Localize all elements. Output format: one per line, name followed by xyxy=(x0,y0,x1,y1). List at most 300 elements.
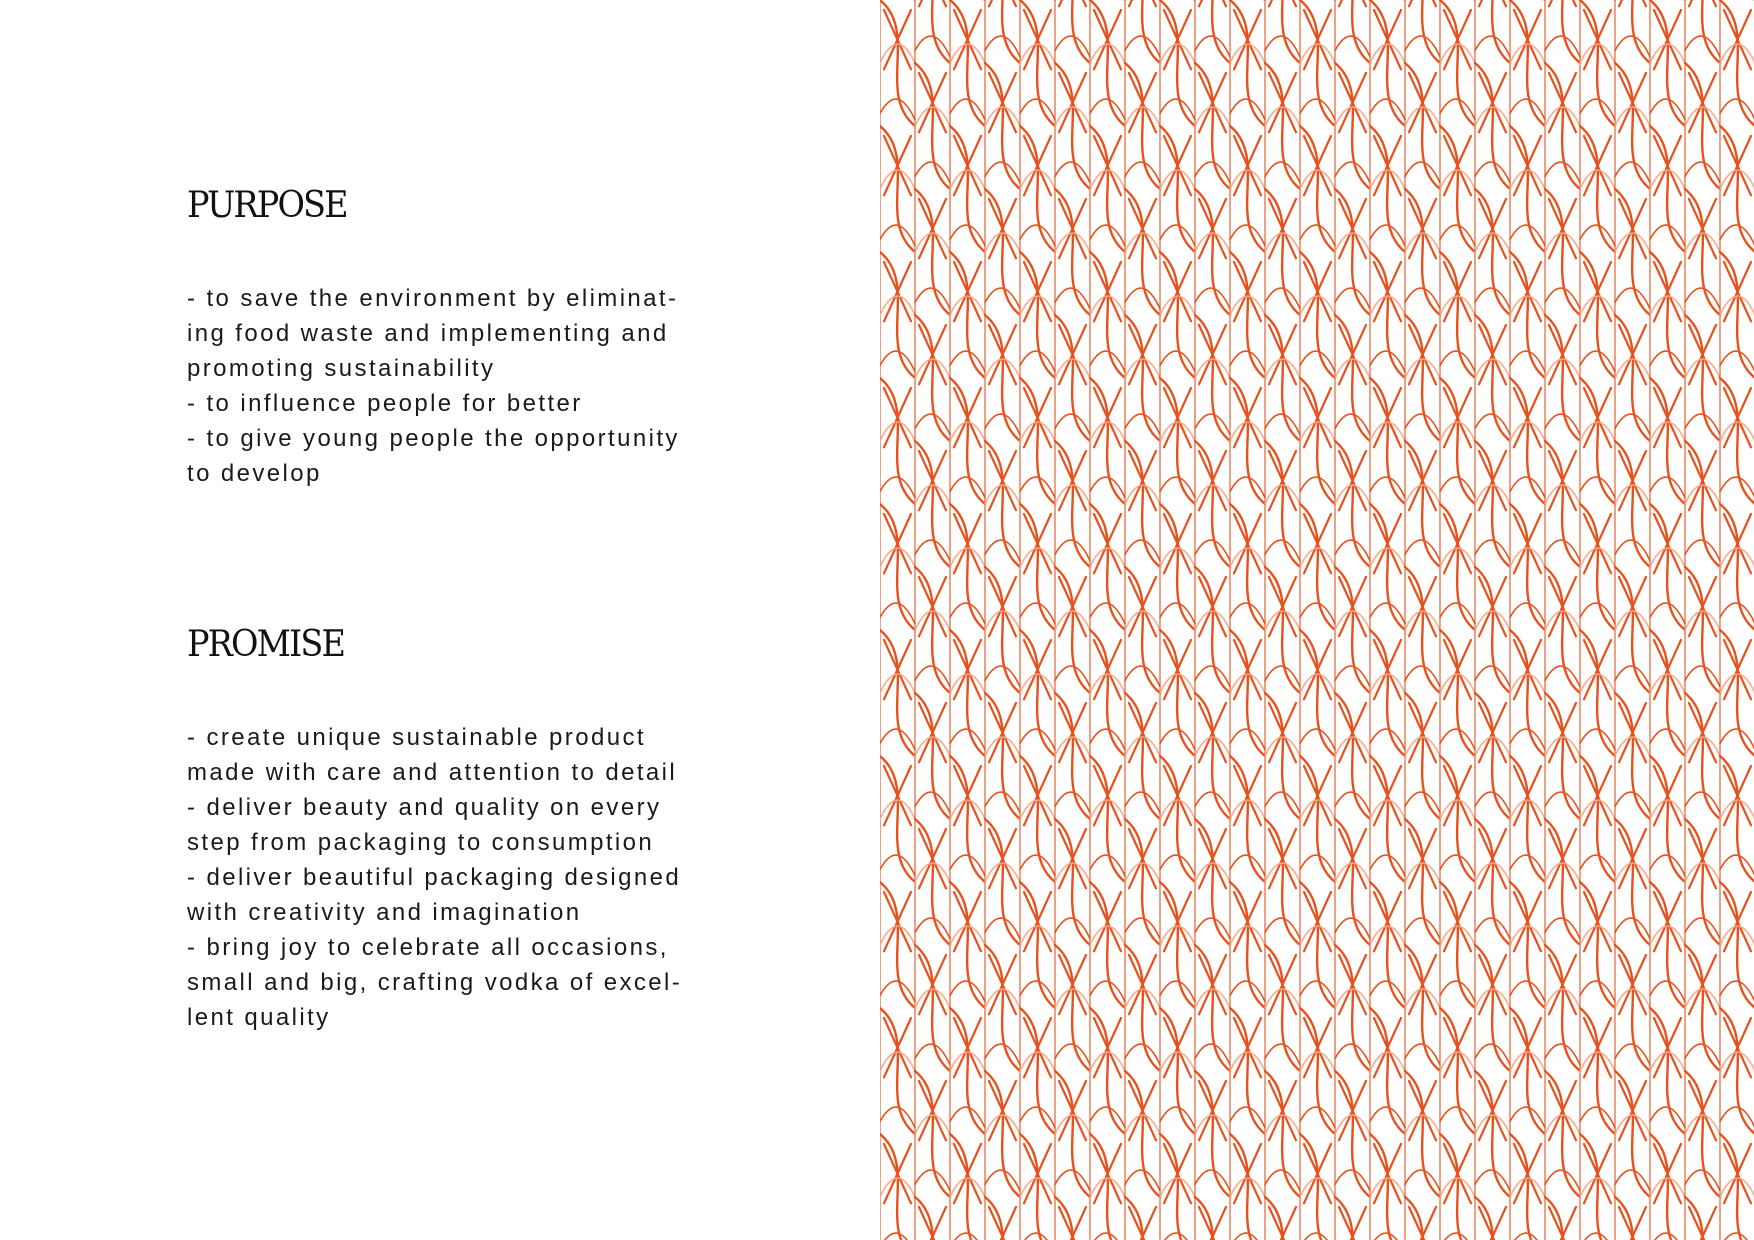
pattern-stroke xyxy=(1475,666,1510,687)
pattern-stroke xyxy=(915,414,950,435)
purpose-heading: PURPOSE xyxy=(187,185,347,226)
pattern-stroke xyxy=(1615,315,1650,441)
pattern-stroke xyxy=(1335,1197,1370,1240)
pattern-stroke xyxy=(1650,1233,1685,1240)
pattern-stroke xyxy=(1020,1107,1055,1128)
pattern-stroke xyxy=(1335,315,1370,441)
pattern-stroke xyxy=(1510,99,1545,120)
pattern-stroke xyxy=(1405,1197,1440,1240)
pattern-stroke xyxy=(1510,756,1545,882)
pattern-stroke xyxy=(1125,567,1160,693)
pattern-stroke xyxy=(1615,819,1650,945)
pattern-stroke xyxy=(1335,1044,1370,1065)
pattern-stroke xyxy=(1125,0,1160,63)
pattern-stroke xyxy=(1615,945,1650,1071)
pattern-stroke xyxy=(1195,288,1230,309)
pattern-stroke xyxy=(1409,1207,1436,1240)
pattern-stroke xyxy=(1510,252,1545,378)
pattern-stroke xyxy=(1685,0,1720,63)
pattern-stroke xyxy=(950,1107,985,1128)
pattern-stroke xyxy=(1160,855,1195,876)
pattern-stroke xyxy=(1125,162,1160,183)
pattern-stroke xyxy=(915,288,950,309)
pattern-stroke xyxy=(1650,729,1685,750)
pattern-stroke xyxy=(1370,126,1405,252)
pattern-stroke xyxy=(1440,1233,1475,1240)
pattern-stroke xyxy=(1440,630,1475,756)
pattern-stroke xyxy=(1580,0,1615,126)
pattern-stroke xyxy=(1405,540,1440,561)
pattern-stroke xyxy=(1195,1197,1230,1240)
pattern-stroke xyxy=(1685,1044,1720,1065)
pattern-stroke xyxy=(1300,126,1335,252)
pattern-stroke xyxy=(915,0,950,63)
pattern-stroke xyxy=(985,414,1020,435)
pattern-stroke xyxy=(1650,378,1685,504)
pattern-stroke xyxy=(1160,756,1195,882)
pattern-stroke xyxy=(1650,0,1685,126)
pattern-stroke xyxy=(1405,792,1440,813)
pattern-stroke xyxy=(1615,693,1650,819)
pattern-stroke xyxy=(1055,918,1090,939)
pattern-stroke xyxy=(1300,729,1335,750)
pattern-stroke xyxy=(880,756,915,882)
pattern-stroke xyxy=(1055,1071,1090,1197)
pattern-stroke xyxy=(1580,126,1615,252)
pattern-stroke xyxy=(985,540,1020,561)
pattern-stroke xyxy=(950,252,985,378)
pattern-stroke xyxy=(1335,0,1370,63)
pattern-stroke xyxy=(1125,441,1160,567)
pattern-stroke xyxy=(880,351,915,372)
pattern-stroke xyxy=(1160,630,1195,756)
pattern-stroke xyxy=(985,441,1020,567)
pattern-stroke xyxy=(915,945,950,1071)
pattern-stroke xyxy=(1300,981,1335,1002)
pattern-stroke xyxy=(1265,819,1300,945)
pattern-stroke xyxy=(1370,855,1405,876)
pattern-stroke xyxy=(1510,630,1545,756)
pattern-stroke xyxy=(1545,540,1580,561)
pattern-stroke xyxy=(1720,477,1754,498)
pattern-stroke xyxy=(1125,414,1160,435)
pattern-stroke xyxy=(1475,918,1510,939)
pattern-stroke xyxy=(1125,693,1160,819)
pattern-stroke xyxy=(1195,414,1230,435)
pattern-stroke xyxy=(950,630,985,756)
pattern-stroke xyxy=(1720,855,1754,876)
pattern-stroke xyxy=(1335,945,1370,1071)
pattern-stroke xyxy=(1195,666,1230,687)
pattern-stroke xyxy=(985,945,1020,1071)
pattern-stroke xyxy=(1230,378,1265,504)
pattern-stroke xyxy=(915,693,950,819)
pattern-stroke xyxy=(950,729,985,750)
pattern-stroke xyxy=(1615,288,1650,309)
pattern-stroke xyxy=(1405,63,1440,189)
pattern-stroke xyxy=(985,1197,1020,1240)
pattern-stroke xyxy=(1335,1170,1370,1191)
pattern-stroke xyxy=(880,252,915,378)
pattern-stroke xyxy=(1510,477,1545,498)
pattern-stroke xyxy=(1020,504,1055,630)
pattern-stroke xyxy=(1510,855,1545,876)
pattern-stroke xyxy=(1090,756,1125,882)
pattern-stroke xyxy=(1090,855,1125,876)
pattern-stroke xyxy=(880,855,915,876)
pattern-stroke xyxy=(1545,693,1580,819)
pattern-stroke xyxy=(1020,1008,1055,1134)
pattern-stroke xyxy=(1230,351,1265,372)
pattern-stroke xyxy=(1160,603,1195,624)
pattern-stroke xyxy=(1195,1071,1230,1197)
pattern-stroke xyxy=(1195,441,1230,567)
pattern-stroke xyxy=(915,36,950,57)
pattern-stroke xyxy=(915,666,950,687)
pattern-stroke xyxy=(1125,819,1160,945)
pattern-stroke xyxy=(1125,945,1160,1071)
pattern-stroke xyxy=(880,603,915,624)
pattern-stroke xyxy=(1545,414,1580,435)
pattern-stroke xyxy=(1475,189,1510,315)
purpose-item: - to influence people for better xyxy=(187,390,583,417)
pattern-stroke xyxy=(1020,882,1055,1008)
pattern-stroke xyxy=(880,1107,915,1128)
pattern-stroke xyxy=(1265,0,1300,63)
pattern-stroke xyxy=(1335,288,1370,309)
pattern-stroke xyxy=(1615,189,1650,315)
pattern-stroke xyxy=(1650,351,1685,372)
pattern-stroke xyxy=(1265,315,1300,441)
pattern-stroke xyxy=(985,162,1020,183)
pattern-stroke xyxy=(1059,1207,1086,1240)
pattern-stroke xyxy=(1510,603,1545,624)
pattern-stroke xyxy=(1300,882,1335,1008)
pattern-stroke xyxy=(1370,630,1405,756)
pattern-stroke xyxy=(1685,63,1720,189)
pattern-stroke xyxy=(1650,99,1685,120)
pattern-stroke xyxy=(1685,162,1720,183)
pattern-stroke xyxy=(1475,1071,1510,1197)
pattern-stroke xyxy=(1265,1170,1300,1191)
pattern-stroke xyxy=(1230,729,1265,750)
pattern-stroke xyxy=(1230,1008,1265,1134)
pattern-stroke xyxy=(880,504,915,630)
pattern-stroke xyxy=(985,0,1020,63)
pattern-stroke xyxy=(1090,351,1125,372)
pattern-stroke xyxy=(1370,477,1405,498)
pattern-stroke xyxy=(1720,729,1754,750)
pattern-stroke xyxy=(950,126,985,252)
pattern-stroke xyxy=(1055,1170,1090,1191)
pattern-stroke xyxy=(950,603,985,624)
pattern-stroke xyxy=(1195,1170,1230,1191)
pattern-stroke xyxy=(1230,225,1265,246)
pattern-stroke xyxy=(1090,225,1125,246)
pattern-stroke xyxy=(1370,1008,1405,1134)
pattern-stroke xyxy=(1195,0,1230,63)
pattern-stroke xyxy=(1440,1107,1475,1128)
pattern-stroke xyxy=(1545,792,1580,813)
pattern-stroke xyxy=(1055,0,1090,63)
pattern-stroke xyxy=(985,1071,1020,1197)
pattern-stroke xyxy=(1090,1107,1125,1128)
pattern-stroke xyxy=(1720,351,1754,372)
pattern-stroke xyxy=(915,1197,950,1240)
pattern-stroke xyxy=(1650,603,1685,624)
pattern-stroke xyxy=(1370,729,1405,750)
pattern-stroke xyxy=(1335,1071,1370,1197)
pattern-stroke xyxy=(1370,1233,1405,1240)
orange-pattern-panel xyxy=(880,0,1754,1240)
pattern-stroke xyxy=(1300,630,1335,756)
pattern-stroke xyxy=(1090,1008,1125,1134)
promise-item: - deliver beauty and quality on every step from packaging to consumption xyxy=(187,794,662,856)
pattern-stroke xyxy=(1300,1233,1335,1240)
pattern-stroke xyxy=(1405,693,1440,819)
pattern-stroke xyxy=(1195,315,1230,441)
pattern-stroke xyxy=(1650,630,1685,756)
pattern-stroke xyxy=(950,378,985,504)
pattern-stroke xyxy=(1615,63,1650,189)
pattern-stroke xyxy=(1580,1008,1615,1134)
pattern-stroke xyxy=(1195,819,1230,945)
pattern-stroke xyxy=(1055,162,1090,183)
pattern-stroke xyxy=(1020,99,1055,120)
pattern-stroke xyxy=(1405,666,1440,687)
pattern-stroke xyxy=(1475,414,1510,435)
pattern-stroke xyxy=(1160,225,1195,246)
pattern-stroke xyxy=(1160,126,1195,252)
pattern-stroke xyxy=(1475,1044,1510,1065)
pattern-stroke xyxy=(1160,378,1195,504)
pattern-stroke xyxy=(1510,1107,1545,1128)
pattern-stroke xyxy=(1405,36,1440,57)
pattern-stroke xyxy=(1615,441,1650,567)
pattern-stroke xyxy=(1300,477,1335,498)
pattern-stroke xyxy=(880,981,915,1002)
pattern-stroke xyxy=(1265,63,1300,189)
pattern-stroke xyxy=(1650,882,1685,1008)
pattern-stroke xyxy=(1440,99,1475,120)
pattern-stroke xyxy=(1615,540,1650,561)
pattern-stroke xyxy=(1195,540,1230,561)
pattern-stroke xyxy=(1685,945,1720,1071)
pattern-stroke xyxy=(1685,918,1720,939)
pattern-stroke xyxy=(1125,540,1160,561)
pattern-stroke xyxy=(1160,1233,1195,1240)
pattern-stroke xyxy=(1685,819,1720,945)
pattern-stroke xyxy=(1335,567,1370,693)
pattern-stroke xyxy=(1090,99,1125,120)
pattern-stroke xyxy=(1370,981,1405,1002)
pattern-stroke xyxy=(985,189,1020,315)
pattern-stroke xyxy=(915,540,950,561)
pattern-stroke xyxy=(1720,1107,1754,1128)
pattern-stroke xyxy=(1440,0,1475,126)
pattern-stroke xyxy=(1090,477,1125,498)
promise-heading: PROMISE xyxy=(187,624,345,665)
pattern-stroke xyxy=(1510,882,1545,1008)
pattern-stroke xyxy=(1545,63,1580,189)
pattern-stroke xyxy=(1020,0,1055,126)
pattern-stroke xyxy=(1650,855,1685,876)
pattern-stroke xyxy=(950,477,985,498)
pattern-stroke xyxy=(1440,603,1475,624)
pattern-stroke xyxy=(1405,819,1440,945)
pattern-stroke xyxy=(1230,756,1265,882)
pattern-stroke xyxy=(1055,288,1090,309)
pattern-stroke xyxy=(1090,603,1125,624)
pattern-stroke xyxy=(1125,189,1160,315)
pattern-stroke xyxy=(1689,1207,1716,1240)
pattern-stroke xyxy=(1615,414,1650,435)
pattern-stroke xyxy=(950,99,985,120)
pattern-stroke xyxy=(1545,666,1580,687)
pattern-stroke xyxy=(1090,378,1125,504)
pattern-stroke xyxy=(1370,0,1405,126)
pattern-stroke xyxy=(1685,288,1720,309)
pattern-stroke xyxy=(1195,63,1230,189)
pattern-stroke xyxy=(1055,441,1090,567)
pattern-stroke xyxy=(1475,792,1510,813)
pattern-stroke xyxy=(1615,792,1650,813)
pattern-stroke xyxy=(1300,351,1335,372)
pattern-stroke xyxy=(1020,756,1055,882)
pattern-stroke xyxy=(1405,918,1440,939)
pattern-stroke xyxy=(1370,99,1405,120)
pattern-stroke xyxy=(1615,567,1650,693)
pattern-stroke xyxy=(1125,792,1160,813)
pattern-stroke xyxy=(1125,63,1160,189)
promise-list xyxy=(187,720,727,1035)
pattern-stroke xyxy=(1090,252,1125,378)
pattern-stroke xyxy=(1020,477,1055,498)
pattern-stroke xyxy=(1265,162,1300,183)
pattern-stroke xyxy=(1475,441,1510,567)
pattern-stroke xyxy=(1440,1008,1475,1134)
pattern-stroke xyxy=(1230,981,1265,1002)
pattern-stroke xyxy=(985,288,1020,309)
pattern-stroke xyxy=(1055,414,1090,435)
pattern-stroke xyxy=(1160,477,1195,498)
pattern-stroke xyxy=(1265,666,1300,687)
pattern-stroke xyxy=(1195,567,1230,693)
pattern-stroke xyxy=(1615,1071,1650,1197)
pattern-stroke xyxy=(1370,225,1405,246)
pattern-stroke xyxy=(915,441,950,567)
pattern-stroke xyxy=(1055,36,1090,57)
pattern-stroke xyxy=(880,126,915,252)
pattern-stroke xyxy=(1090,882,1125,1008)
pattern-stroke xyxy=(1685,1071,1720,1197)
pattern-stroke xyxy=(950,981,985,1002)
pattern-stroke xyxy=(1265,693,1300,819)
pattern-stroke xyxy=(1125,1197,1160,1240)
pattern-stroke xyxy=(985,918,1020,939)
pattern-stroke xyxy=(1475,540,1510,561)
pattern-stroke xyxy=(1545,315,1580,441)
pattern-stroke xyxy=(1195,693,1230,819)
pattern-stroke xyxy=(1475,36,1510,57)
pattern-stroke xyxy=(915,1071,950,1197)
pattern-stroke xyxy=(1370,351,1405,372)
pattern-stroke xyxy=(1160,99,1195,120)
pattern-stroke xyxy=(915,792,950,813)
pattern-stroke xyxy=(1685,36,1720,57)
pattern-stroke xyxy=(1405,945,1440,1071)
pattern-stroke xyxy=(985,36,1020,57)
pattern-stroke xyxy=(915,63,950,189)
pattern-stroke xyxy=(1510,225,1545,246)
pattern-stroke xyxy=(1615,36,1650,57)
pattern-stroke xyxy=(1055,693,1090,819)
pattern-stroke xyxy=(1510,1233,1545,1240)
pattern-stroke xyxy=(1125,666,1160,687)
pattern-stroke xyxy=(1020,225,1055,246)
pattern-stroke xyxy=(1335,693,1370,819)
pattern-stroke xyxy=(1125,1071,1160,1197)
pattern-stroke xyxy=(1580,630,1615,756)
pattern-stroke xyxy=(1580,981,1615,1002)
pattern-stroke xyxy=(880,882,915,1008)
pattern-stroke xyxy=(915,162,950,183)
pattern-stroke xyxy=(880,99,915,120)
pattern-stroke xyxy=(1300,1008,1335,1134)
pattern-stroke xyxy=(1440,378,1475,504)
pattern-stroke xyxy=(1265,918,1300,939)
pattern-stroke xyxy=(1160,504,1195,630)
pattern-stroke xyxy=(1440,504,1475,630)
pattern-stroke xyxy=(1475,1197,1510,1240)
pattern-stroke xyxy=(1545,162,1580,183)
pattern-stroke xyxy=(1090,1233,1125,1240)
pattern-stroke xyxy=(1580,504,1615,630)
pattern-stroke xyxy=(880,1008,915,1134)
promise-section xyxy=(187,625,727,1035)
pattern-stroke xyxy=(1685,441,1720,567)
pattern-stroke xyxy=(1370,1107,1405,1128)
pattern-stroke xyxy=(1125,918,1160,939)
pattern-stroke xyxy=(1160,252,1195,378)
pattern-stroke xyxy=(1405,567,1440,693)
pattern-stroke xyxy=(1020,630,1055,756)
pattern-stroke xyxy=(1580,756,1615,882)
pattern-stroke xyxy=(1685,414,1720,435)
pattern-stroke xyxy=(1685,540,1720,561)
pattern-stroke xyxy=(1545,0,1580,63)
pattern-stroke xyxy=(1685,1197,1720,1240)
pattern-stroke xyxy=(1160,981,1195,1002)
pattern-stroke xyxy=(1055,63,1090,189)
pattern-stroke xyxy=(1300,855,1335,876)
pattern-stroke xyxy=(950,882,985,1008)
pattern-stroke xyxy=(985,819,1020,945)
pattern-stroke xyxy=(1510,126,1545,252)
pattern-stroke xyxy=(1090,630,1125,756)
pattern-stroke xyxy=(1510,0,1545,126)
pattern-stroke xyxy=(880,729,915,750)
pattern-stroke xyxy=(1510,504,1545,630)
pattern-stroke xyxy=(1405,1071,1440,1197)
promise-item: - bring joy to celebrate all occasions, small and big, crafting vodka of excel- lent quality xyxy=(187,934,683,1031)
pattern-stroke xyxy=(1650,1008,1685,1134)
pattern-stroke xyxy=(1265,1071,1300,1197)
pattern-stroke xyxy=(1265,288,1300,309)
pattern-stroke xyxy=(1335,918,1370,939)
pattern-stroke xyxy=(1510,981,1545,1002)
pattern-stroke xyxy=(950,504,985,630)
